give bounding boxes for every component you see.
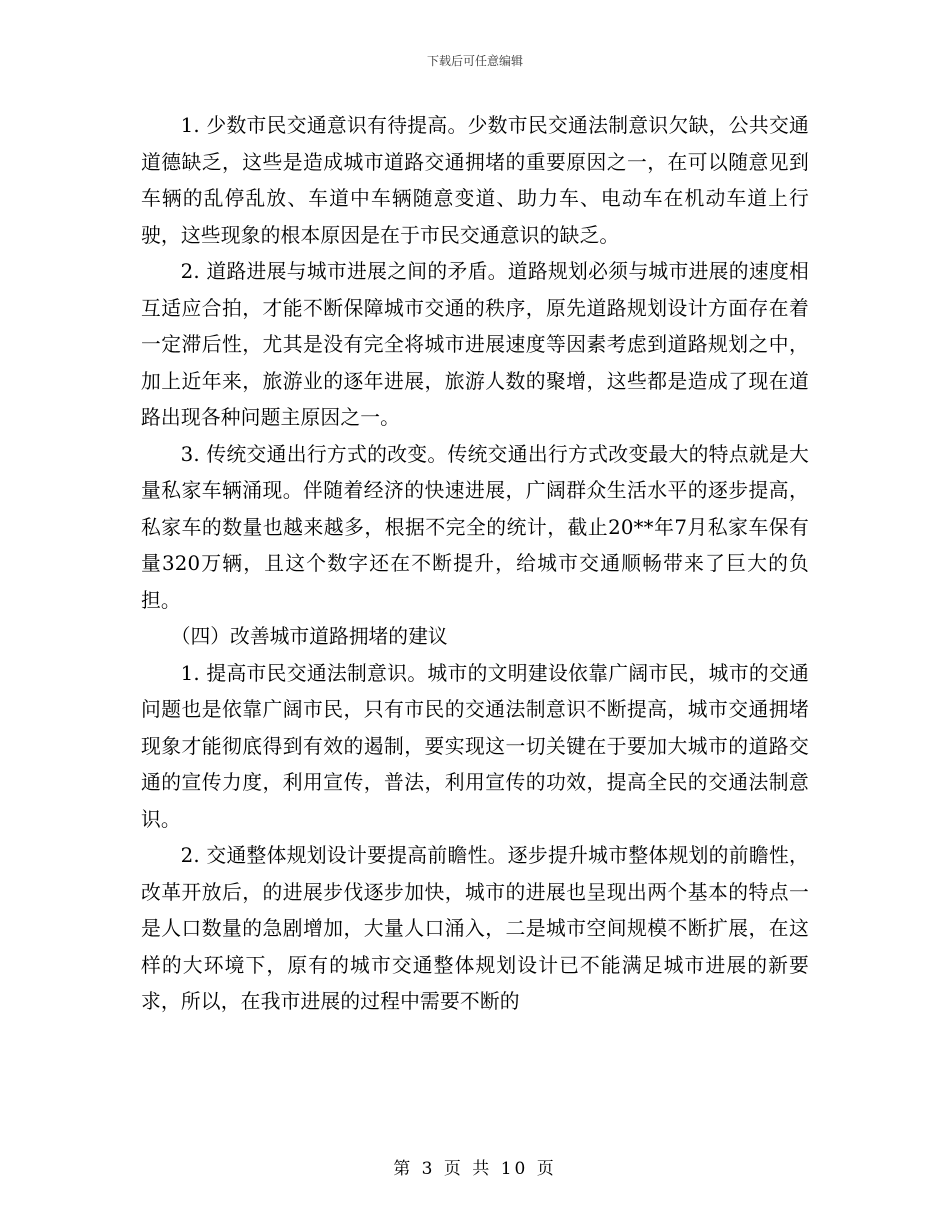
paragraph-travel-mode-change: 3. 传统交通出行方式的改变。传统交通出行方式改变最大的特点就是大量私家车辆涌现。伴随着经济的快速进展，广阔群众生活水平的逐步提高，私家车的数量也越来越多，根据不完全的统计，截止20**年7月私家车保有量320万辆，且这个数字还在不断提升，给城市交通顺畅带来了巨大的负担。	[141, 442, 809, 612]
paragraph-road-city-conflict: 2. 道路进展与城市进展之间的矛盾。道路规划必须与城市进展的速度相互适应合拍，才能不断保障城市交通的秩序，原先道路规划设计方面存在着一定滞后性，尤其是没有完全将城市进展速度等因素考虑到道路规划之中，加上近年来，旅游业的逐年进展，旅游人数的聚增，这些都是造成了现在道路出现各种问题主原因之一。	[141, 260, 809, 429]
document-body	[141, 108, 809, 1021]
page-header: 下载后可任意编辑	[426, 54, 523, 68]
page-number: 第 3 页 共 10 页	[393, 1159, 557, 1179]
section-heading: （四）改善城市道路拥堵的建议	[170, 625, 448, 648]
paragraph-legal-awareness: 1. 提高市民交通法制意识。城市的文明建设依靠广阔市民，城市的交通问题也是依靠广阔市民，只有市民的交通法制意识不断提高，城市交通拥堵现象才能彻底得到有效的遏制，要实现这一切关键在于要加大城市的道路交通的宣传力度，利用宣传，普法，利用宣传的功效，提高全民的交通法制意识。	[141, 661, 809, 831]
paragraph-traffic-awareness: 1. 少数市民交通意识有待提高。少数市民交通法制意识欠缺，公共交通道德缺乏，这些是造成城市道路交通拥堵的重要原因之一，在可以随意见到车辆的乱停乱放、车道中车辆随意变道、助力车、电动车在机动车道上行驶，这些现象的根本原因是在于市民交通意识的缺乏。	[141, 114, 809, 247]
paragraph-forward-planning: 2. 交通整体规划设计要提高前瞻性。逐步提升城市整体规划的前瞻性，改革开放后，的进展步伐逐步加快，城市的进展也呈现出两个基本的特点一是人口数量的急剧增加，大量人口涌入，二是城市空间规模不断扩展，在这样的大环境下，原有的城市交通整体规划设计已不能满足城市进展的新要求，所以，在我市进展的过程中需要不断的	[141, 844, 809, 1013]
